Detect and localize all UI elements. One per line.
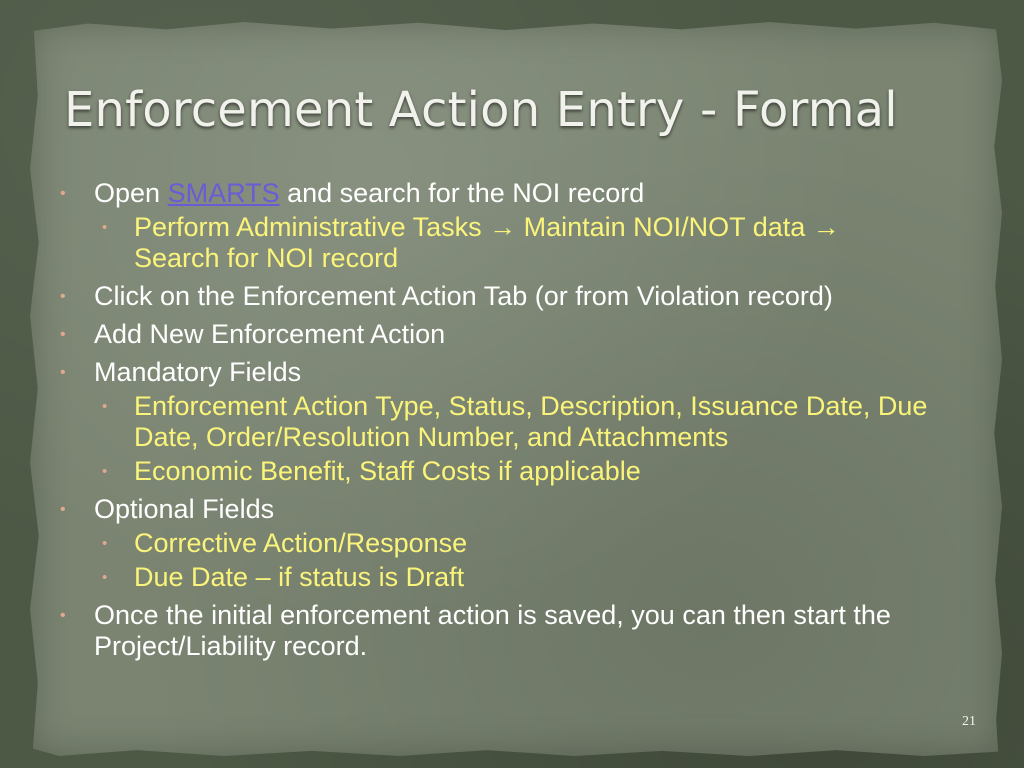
bullet-icon: • (60, 288, 66, 305)
bullet-list (58, 178, 958, 662)
bullet-icon: • (60, 607, 66, 624)
sub-list-item (94, 456, 958, 487)
list-item (58, 494, 958, 593)
page-number: 21 (962, 714, 976, 729)
slide-title: Enforcement Action Entry - Formal (64, 82, 898, 138)
smarts-link[interactable]: SMARTS (167, 178, 280, 208)
arrow-right-icon: → (489, 212, 517, 242)
list-item (58, 281, 958, 312)
item-text: Search for NOI record (134, 243, 399, 273)
bullet-icon: • (60, 364, 66, 381)
item-text: Optional Fields (94, 494, 275, 524)
bullet-icon: • (60, 501, 66, 518)
list-item (58, 357, 958, 487)
bullet-icon: • (60, 326, 66, 343)
bullet-icon: • (60, 185, 66, 202)
arrow-right-icon: → (812, 212, 840, 242)
item-text: Click on the Enforcement Action Tab (or from Violation record) (94, 281, 833, 311)
sub-list-item (94, 212, 958, 274)
sub-list-item (94, 391, 958, 453)
item-text: and search for the NOI record (279, 178, 645, 208)
bullet-icon: • (102, 398, 108, 415)
item-text: Due Date – if status is Draft (134, 562, 465, 592)
bullet-icon: • (102, 569, 108, 586)
list-item (58, 600, 958, 662)
list-item (58, 319, 958, 350)
item-text: Once the initial enforcement action is saved, you can then start the Project/Liability record. (94, 600, 891, 661)
list-item (58, 178, 958, 274)
sub-list-item (94, 562, 958, 593)
sub-list (94, 528, 958, 593)
bullet-icon: • (102, 535, 108, 552)
item-text: Add New Enforcement Action (94, 319, 446, 349)
sub-list (94, 391, 958, 487)
slide-content (58, 178, 958, 669)
item-text: Mandatory Fields (94, 357, 302, 387)
item-text: Corrective Action/Response (134, 528, 468, 558)
bullet-icon: • (102, 463, 108, 480)
item-text: Economic Benefit, Staff Costs if applicable (134, 456, 641, 486)
sub-list (94, 212, 958, 274)
item-text: Maintain NOI/NOT data (516, 212, 813, 242)
sub-list-item (94, 528, 958, 559)
item-text: Enforcement Action Type, Status, Description, Issuance Date, Due Date, Order/Resolution Number, and Attachments (134, 391, 928, 452)
bullet-icon: • (102, 219, 108, 236)
item-text: Perform Administrative Tasks (134, 212, 490, 242)
item-text: Open (94, 178, 168, 208)
